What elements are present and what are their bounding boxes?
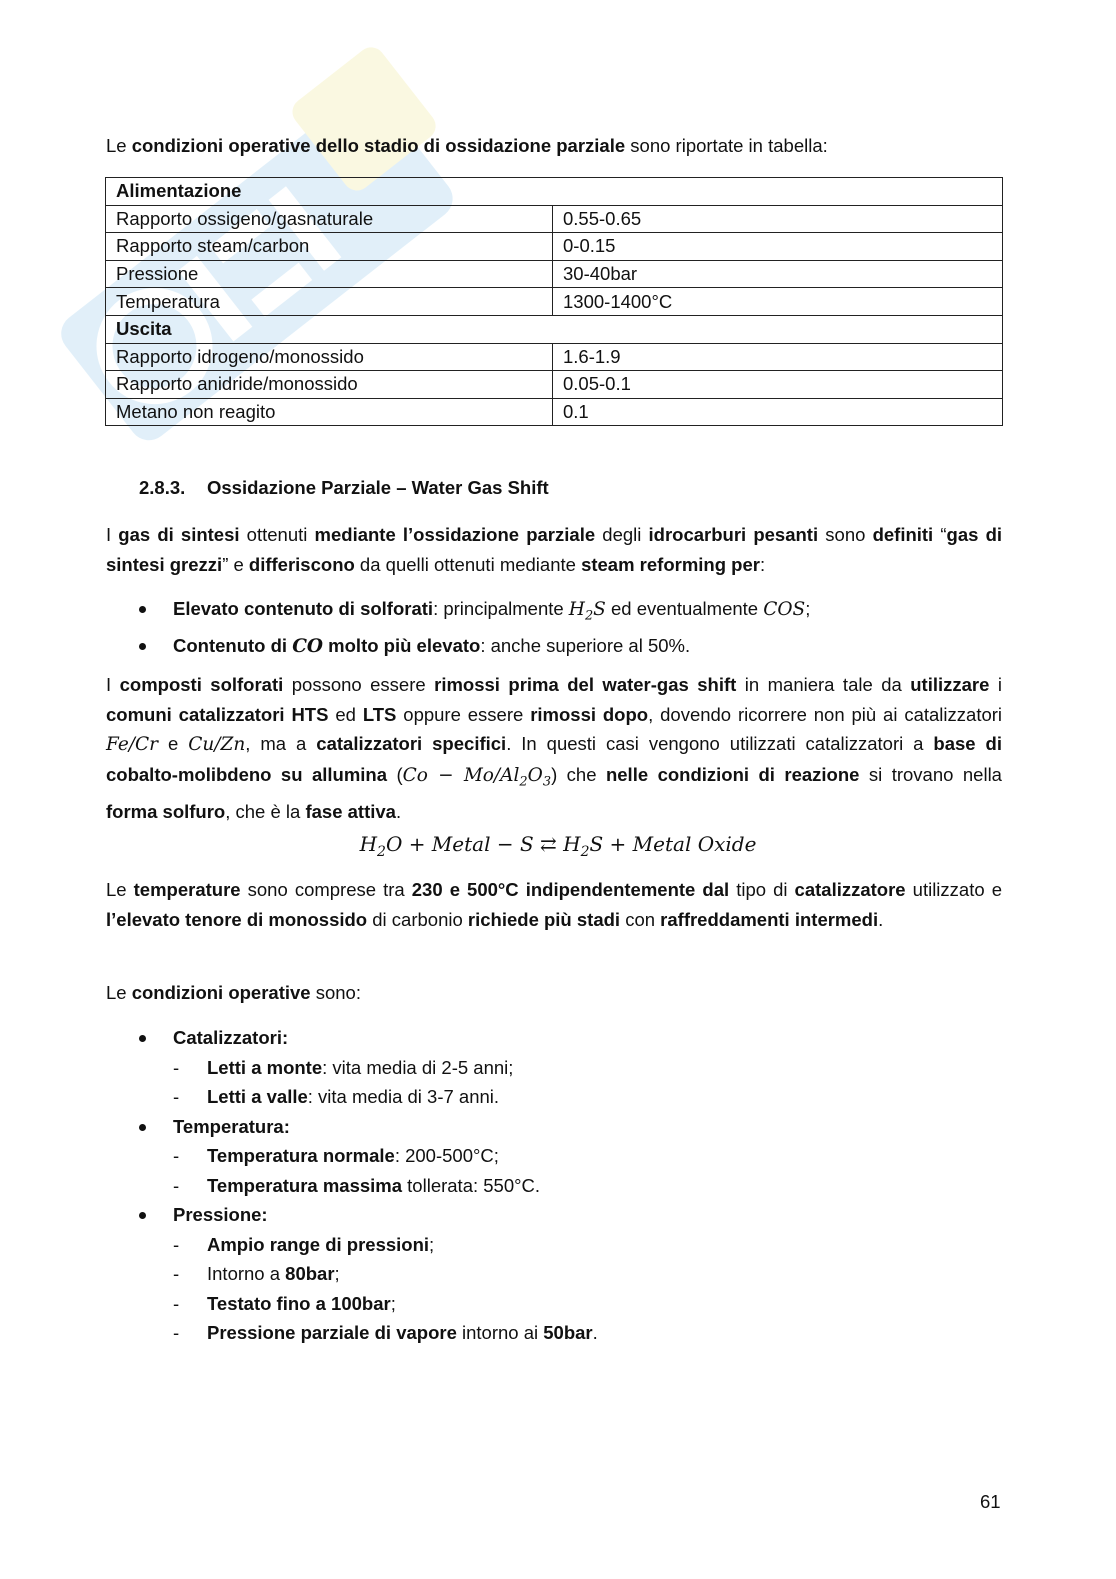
table-cell-value: 0-0.15 <box>553 233 1003 261</box>
bullet-list-differences <box>106 594 1002 662</box>
table-cell-label: Metano non reagito <box>106 398 553 426</box>
table-row <box>106 371 1003 399</box>
reaction-equation: $H_2O$ + Metal − S ⇄ $H_2S$ + Metal Oxide <box>359 832 757 860</box>
dash-icon: - <box>173 1263 180 1284</box>
list-item-pressione: Pressione: - Ampio range di pressioni; - Intorno a 80bar; - Testato fino a 100bar; - Pressione parziale di vapore intorno ai 50bar. <box>106 1200 1002 1348</box>
dash-icon: - <box>173 1322 180 1343</box>
list-item-catalizzatori: Catalizzatori: - Letti a monte: vita media di 2-5 anni; - Letti a valle: vita media di 3-7 anni. <box>106 1023 1002 1112</box>
dash-icon: - <box>173 1056 180 1078</box>
bullet-icon <box>139 643 146 650</box>
table-row <box>106 205 1003 233</box>
table-cell-label: Temperatura <box>106 288 553 316</box>
paragraph-temperature: Le temperature sono comprese tra 230 e 500°C indipendentemente dal tipo di catalizzatore utilizzato e l’elevato tenore di monossido di carbonio richiede più stadi con raffreddamenti intermedi. <box>106 879 1002 930</box>
dash-icon: - <box>173 1086 180 1107</box>
table-cell-value: 30-40bar <box>553 260 1003 288</box>
table-cell-value: 1300-1400°C <box>553 288 1003 316</box>
table-row <box>106 398 1003 426</box>
conditions-list <box>106 1023 1002 1348</box>
table-row <box>106 260 1003 288</box>
table-section-row <box>106 178 1003 206</box>
table-cell-label: Rapporto ossigeno/gasnaturale <box>106 205 553 233</box>
table-row <box>106 233 1003 261</box>
dash-icon: - <box>173 1233 180 1255</box>
paragraph-composti-solforati: I composti solforati possono essere rimossi prima del water-gas shift in maniera tale da utilizzare i comuni catalizzatori HTS ed LTS oppure essere rimossi dopo, dovendo ricorrere non più ai catalizzatori Fe/Cr e Cu/Zn, ma a catalizzatori specifici. In questi casi vengono utilizzati catalizzatori a base di cobalto-molibdeno su allumina $(Co - Mo/Al_2O_3)$ che nelle condizioni di reazione si trovano nella forma solfuro, che è la fase attiva. <box>106 674 1003 822</box>
paragraph-condizioni-operative: Le condizioni operative sono: <box>106 982 361 1003</box>
table-cell-label: Rapporto steam/carbon <box>106 233 553 261</box>
sub-list-item: - Pressione parziale di vapore intorno ai 50bar. <box>173 1318 1002 1348</box>
table-section-header: Alimentazione <box>106 178 1003 206</box>
list-item: Elevato contenuto di solforati: principalmente $H_2S$ ed eventualmente COS; <box>106 594 1002 631</box>
bullet-icon <box>139 1035 146 1042</box>
dash-icon: - <box>173 1174 180 1196</box>
sub-list-item: - Temperatura massima tollerata: 550°C. <box>173 1171 1002 1201</box>
list-item-temperatura: Temperatura: - Temperatura normale: 200-500°C; - Temperatura massima tollerata: 550°C. <box>106 1112 1002 1201</box>
page-number: 61 <box>980 1491 1001 1512</box>
paragraph-gas-sintesi: I gas di sintesi ottenuti mediante l’ossidazione parziale degli idrocarburi pesanti sono definiti “gas di sintesi grezzi” e differiscono da quelli ottenuti mediante steam reforming per: <box>106 524 1003 575</box>
sub-list-item: - Intorno a 80bar; <box>173 1259 1002 1289</box>
bullet-icon <box>139 1124 146 1131</box>
bullet-icon <box>139 1212 146 1219</box>
table-cell-value: 1.6-1.9 <box>553 343 1003 371</box>
section-number: 2.8.3. <box>139 477 186 498</box>
watermark-accent <box>287 42 441 196</box>
sub-list-item: - Letti a monte: vita media di 2-5 anni; <box>173 1053 1002 1083</box>
intro-paragraph <box>106 131 1002 161</box>
sub-list-item: - Testato fino a 100bar; <box>173 1289 1002 1319</box>
section-title: Ossidazione Parziale – Water Gas Shift <box>207 477 549 498</box>
table-cell-value: 0.55-0.65 <box>553 205 1003 233</box>
table-cell-label: Rapporto idrogeno/monossido <box>106 343 553 371</box>
operating-conditions-table <box>105 177 1003 426</box>
list-item: Contenuto di CO molto più elevato: anche superiore al 50%. <box>106 631 1002 662</box>
table-row <box>106 288 1003 316</box>
intro-bold: condizioni operative dello stadio di ossidazione parziale <box>131 135 626 156</box>
table-cell-label: Rapporto anidride/monossido <box>106 371 553 399</box>
table-cell-value: 0.1 <box>553 398 1003 426</box>
sub-list-item: - Letti a valle: vita media di 3-7 anni. <box>173 1082 1002 1112</box>
sub-list-item: - Ampio range di pressioni; <box>173 1230 1002 1260</box>
table-section-header: Uscita <box>106 315 1003 343</box>
section-heading <box>139 477 549 499</box>
bullet-icon <box>139 606 146 613</box>
table-cell-label: Pressione <box>106 260 553 288</box>
table-row <box>106 343 1003 371</box>
table-cell-value: 0.05-0.1 <box>553 371 1003 399</box>
sub-list-item: - Temperatura normale: 200-500°C; <box>173 1141 1002 1171</box>
intro-text: Le <box>106 135 132 156</box>
dash-icon: - <box>173 1145 180 1166</box>
table-section-row <box>106 315 1003 343</box>
dash-icon: - <box>173 1292 180 1314</box>
intro-text-end: sono riportate in tabella: <box>625 135 828 156</box>
